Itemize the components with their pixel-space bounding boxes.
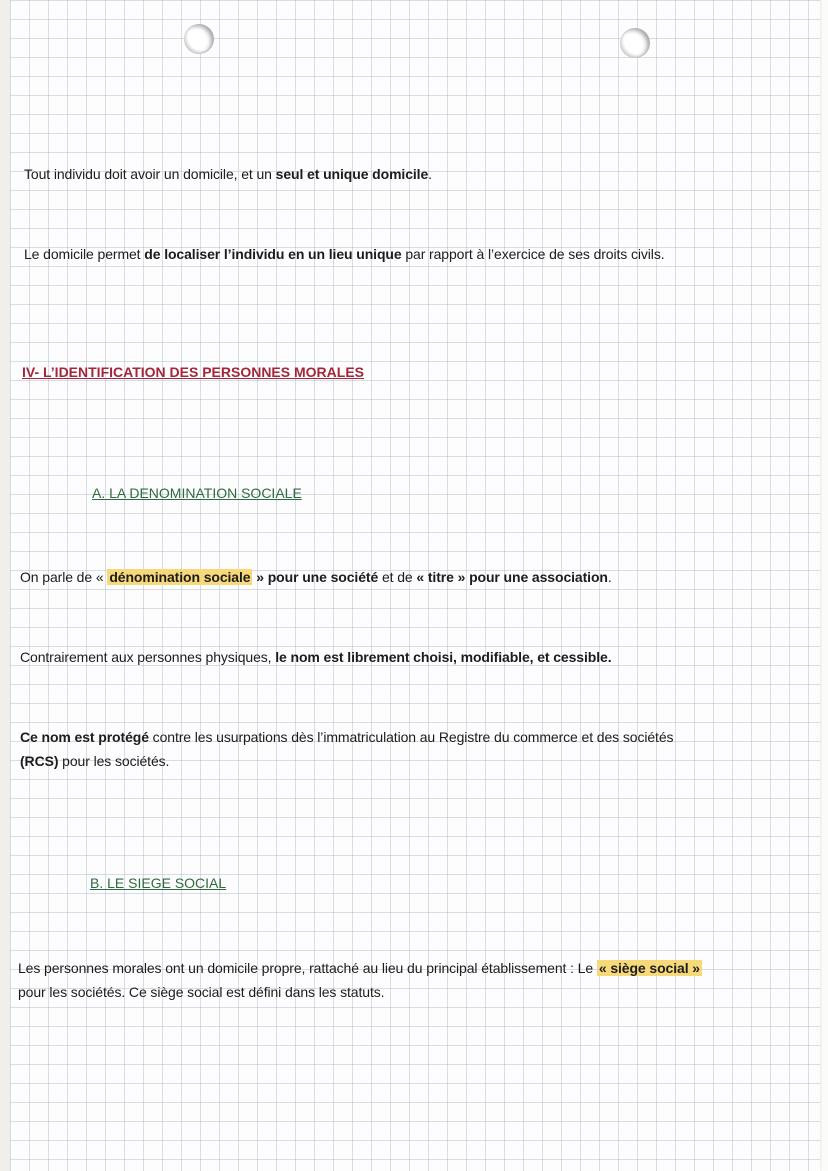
paragraph-domicile-unique: Tout individu doit avoir un domicile, et un seul et unique domicile. — [24, 166, 432, 182]
paragraph-siege-line1: Les personnes morales ont un domicile propre, rattaché au lieu du principal établissement : Le « siège social » — [18, 960, 700, 976]
paragraph-nom-protege-line2: (RCS) pour les sociétés. — [20, 753, 170, 769]
punch-hole-left — [184, 24, 214, 54]
section-heading-iv: IV- L’IDENTIFICATION DES PERSONNES MORALES — [22, 364, 364, 380]
subheading-siege-social: B. LE SIEGE SOCIAL — [90, 875, 227, 891]
subheading-denomination-sociale: A. LA DENOMINATION SOCIALE — [92, 485, 302, 501]
highlight-siege-social: « siège social » — [598, 960, 700, 976]
paragraph-siege-line2: pour les sociétés. Ce siège social est défini dans les statuts. — [18, 984, 385, 1000]
highlight-denomination-sociale: dénomination sociale — [109, 569, 251, 585]
paragraph-domicile-localiser: Le domicile permet de localiser l’individu en un lieu unique par rapport à l’exercice de ses droits civils. — [24, 246, 665, 262]
punch-hole-right — [620, 28, 650, 58]
paragraph-nom-protege-line1: Ce nom est protégé contre les usurpations dès l’immatriculation au Registre du commerce et des sociétés — [20, 729, 674, 745]
paragraph-nom-libre: Contrairement aux personnes physiques, le nom est librement choisi, modifiable, et cessible. — [20, 649, 612, 665]
page-edge — [0, 0, 10, 1171]
paragraph-denomination: On parle de « dénomination sociale » pour une société et de « titre » pour une association. — [20, 569, 612, 585]
